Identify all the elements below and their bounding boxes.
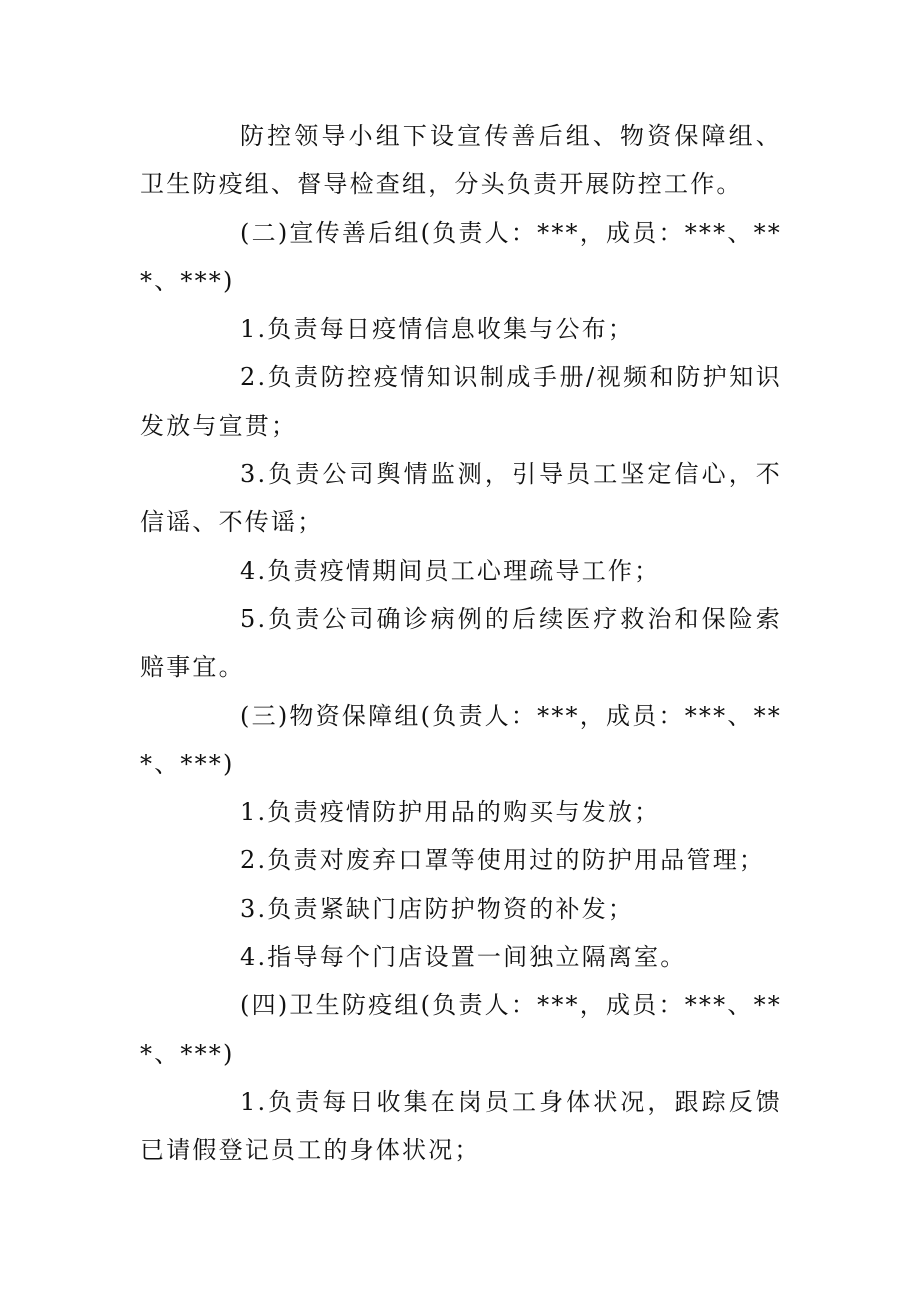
list-item: 2.负责防控疫情知识制成手册/视频和防护知识发放与宣贯；	[140, 363, 782, 440]
list-item: 1.负责疫情防护用品的购买与发放；	[240, 798, 661, 827]
document-body	[140, 112, 782, 1175]
list-item: 2.负责对废弃口罩等使用过的防护用品管理；	[240, 846, 766, 875]
list-item: 3.负责公司舆情监测，引导员工坚定信心，不信谣、不传谣；	[140, 460, 782, 537]
list-item: 1.负责每日疫情信息收集与公布；	[240, 315, 635, 344]
list-item: 1.负责每日收集在岗员工身体状况，跟踪反馈已请假登记员工的身体状况；	[140, 1087, 782, 1165]
list-item: 4.指导每个门店设置一间独立隔离室。	[240, 943, 687, 972]
section-heading-publicity-aftermath: (二)宣传善后组(负责人：***，成员：***、***、***)	[140, 218, 782, 295]
list-item: 3.负责紧缺门店防护物资的补发；	[240, 894, 635, 923]
list-item: 4.负责疫情期间员工心理疏导工作；	[240, 556, 661, 585]
section-heading-materials-support: (三)物资保障组(负责人：***，成员：***、***、***)	[140, 701, 782, 778]
paragraph-intro: 防控领导小组下设宣传善后组、物资保障组、卫生防疫组、督导检查组，分头负责开展防控工作。	[140, 122, 782, 199]
list-item: 5.负责公司确诊病例的后续医疗救治和保险索赔事宜。	[140, 604, 782, 682]
section-heading-health-epidemic: (四)卫生防疫组(负责人：***，成员：***、***、***)	[140, 991, 782, 1068]
